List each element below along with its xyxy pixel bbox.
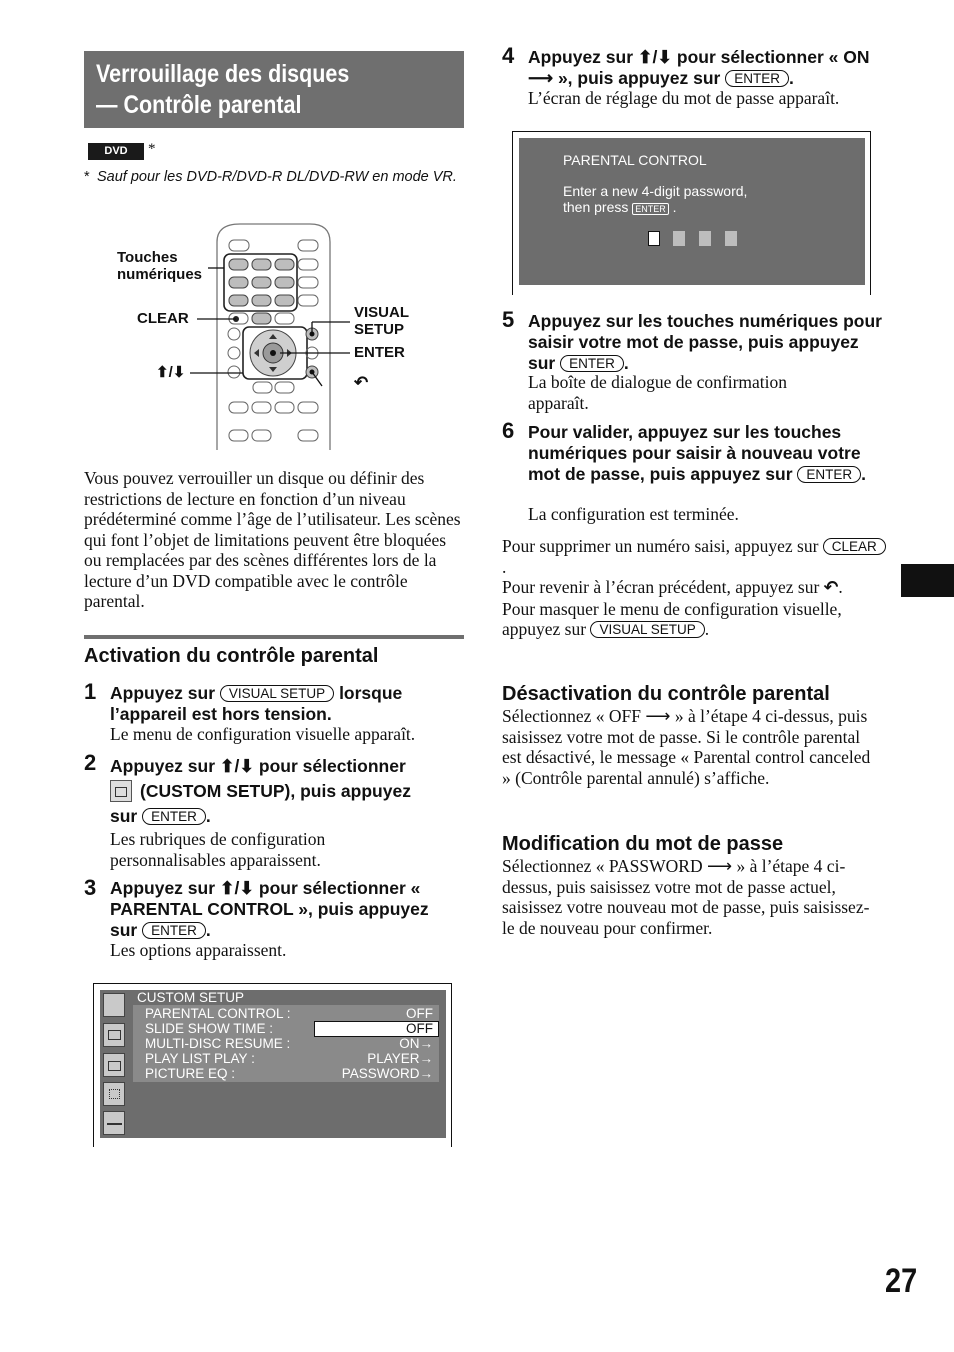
remote-illustration [110,222,440,452]
setting-value: ON→ [399,1036,433,1051]
step-4-number: 4 [502,43,515,68]
step-5-text: Appuyez sur les touches numériques pour saisir votre mot de passe, puis appuyez sur [528,311,882,373]
footnote [84,168,464,186]
step-5-result: La boîte de dialogue de confirmation apparaît. [528,372,788,413]
setting-row-picture-eq[interactable] [133,1066,439,1081]
parental-screen-press: then press [563,199,629,215]
label-visual-setup [354,304,409,338]
label-enter: ENTER [354,344,405,361]
notes-block [502,536,887,640]
step-3-result: Les options apparaissent. [110,940,287,960]
badge-asterisk: * [148,141,156,157]
step-4-end: . [789,68,794,88]
step-3-text: Appuyez sur ⬆/⬇ pour sélectionner « PARENTAL CONTROL », puis appuyez sur [110,878,429,940]
note-clear-text: Pour supprimer un numéro saisi, appuyez sur [502,536,819,556]
modification-heading: Modification du mot de passe [502,833,784,855]
custom-setup-frame [93,983,452,1147]
custom-setup-screen [100,990,446,1138]
parental-screen-end: . [672,199,677,215]
footnote-asterisk: * [84,169,90,185]
setting-row-play-list[interactable] [133,1051,439,1066]
enter-key-small: ENTER [632,203,669,215]
setting-label: PARENTAL CONTROL : [145,1006,291,1021]
label-visual-line1: VISUAL [354,304,410,321]
custom-setup-icon-column [103,993,125,1135]
step-2-end: . [205,806,211,826]
password-digit-2[interactable] [673,231,685,246]
back-symbol: ↶ [823,578,839,598]
connection-settings-icon [103,1111,125,1135]
note-visual [502,599,887,640]
enter-key-step3: ENTER [142,922,206,939]
step-1-text-a: Appuyez sur [110,683,216,703]
setting-value: OFF [406,1006,433,1021]
password-digit-4[interactable] [725,231,737,246]
dvd-badge: DVD [88,143,144,160]
label-clear: CLEAR [137,310,189,327]
label-numeric-line1: Touches [117,249,178,266]
step-2-line-b [110,779,465,804]
step-1-result: Le menu de configuration visuelle apparaît. [110,724,416,744]
step-1-text-b: lorsque l’appareil est hors tension. [110,683,403,724]
step-3-instruction [110,878,460,941]
custom-setup-selected-icon [103,1053,125,1077]
step-6-instruction [528,422,888,485]
step-3-number: 3 [84,875,97,900]
step-2-text-c: sur [110,806,138,826]
step-6-number: 6 [502,418,515,443]
step-2-text-b: (CUSTOM SETUP), puis appuyez [140,781,411,801]
display-settings-icon [103,1023,125,1047]
visual-setup-key-note: VISUAL SETUP [590,621,704,638]
intro-paragraph: Vous pouvez verrouiller un disque ou définir des restrictions de lecture en fonction d’un niveau prédéterminé comme l’âge de l’utilisateur. Les scènes qui font l’objet de limitations peuvent être bloquées ou remplacées par des scènes différentes lors de la lecture d’un DVD compatible avec le contrôle parental. [84,468,461,611]
setting-row-slide-show[interactable] [133,1021,439,1036]
custom-setup-icon [110,780,132,802]
label-visual-line2: SETUP [354,321,405,338]
parental-control-frame [512,131,871,295]
page-number: 27 [885,1262,918,1300]
deactivation-body: Sélectionnez « OFF ⟶ » à l’étape 4 ci-dessus, puis saisissez votre mot de passe. Si le contrôle parental est désactivé, le message « Parental control canceled » (Contrôle parental annulé) s’affiche. [502,706,871,788]
visual-setup-key: VISUAL SETUP [220,685,334,702]
password-digit-1[interactable] [648,231,660,246]
enter-key-step4: ENTER [725,70,789,87]
setting-value: PASSWORD→ [341,1066,433,1081]
password-digit-3[interactable] [699,231,711,246]
page-title-box [84,51,464,128]
step-6-result: La configuration est terminée. [528,504,739,524]
step-4-result: L’écran de réglage du mot de passe apparaît. [528,88,840,108]
note-clear [502,536,887,577]
note-visual-end: . [704,619,710,639]
note-back-text: Pour revenir à l’écran précédent, appuyez sur [502,577,820,597]
step-3-end: . [205,920,211,940]
step-6-end: . [861,464,867,484]
note-clear-end: . [502,556,507,577]
footnote-text: Sauf pour les DVD-R/DVD-R DL/DVD-RW en mode VR. [97,169,457,185]
parental-control-screen [519,138,865,285]
setting-label: MULTI-DISC RESUME : [145,1036,291,1051]
label-numeric-line2: numériques [117,266,203,283]
setting-label: SLIDE SHOW TIME : [145,1021,274,1036]
step-2-result: Les rubriques de configuration personnalisables apparaissent. [110,829,326,870]
note-back [502,577,887,599]
audio-settings-icon [103,993,125,1017]
note-back-end: . [838,577,843,597]
modification-body: Sélectionnez « PASSWORD ⟶ » à l’étape 4 ci-dessus, puis saisissez votre mot de passe actuel, saisissez votre nouveau mot de passe, puis saisissez-le de nouveau pour confirmer. [502,856,870,938]
step-2-instruction [110,754,465,829]
step-5-number: 5 [502,307,515,332]
enter-key-step6: ENTER [797,466,861,483]
step-1-instruction [110,683,465,725]
custom-setup-header: CUSTOM SETUP [137,990,245,1005]
step-2-line-a: Appuyez sur ⬆/⬇ pour sélectionner [110,756,406,776]
step-4-text: Appuyez sur ⬆/⬇ pour sélectionner « ON ⟶ », puis appuyez sur [528,47,870,88]
step-2-line-c [110,804,465,829]
setting-row-parental-control[interactable] [133,1006,439,1021]
step-6-text: Pour valider, appuyez sur les touches numériques pour saisir à nouveau votre mot de passe, puis appuyez sur [528,422,861,484]
source-settings-icon [103,1082,125,1106]
parental-screen-line2 [563,199,677,215]
label-numeric-keys [117,249,202,283]
step-4-instruction [528,47,888,89]
step-1-number: 1 [84,679,97,704]
parental-screen-title: PARENTAL CONTROL [563,152,707,168]
page-title-line1: Verrouillage des disques [96,60,350,88]
step-2-number: 2 [84,750,97,775]
enter-key-step5: ENTER [560,355,624,372]
enter-key-step2: ENTER [142,808,206,825]
activation-heading: Activation du contrôle parental [84,645,379,667]
deactivation-heading: Désactivation du contrôle parental [502,683,830,705]
step-5-end: . [623,353,629,373]
chapter-tab [901,564,954,597]
page-title-line2: — Contrôle parental [96,91,302,119]
parental-screen-line1: Enter a new 4-digit password, [563,183,748,199]
setting-value: PLAYER→ [367,1051,433,1066]
setting-label: PLAY LIST PLAY : [145,1051,255,1066]
clear-key: CLEAR [823,538,886,555]
label-back: ↶ [354,373,369,392]
note-visual-text: Pour masquer le menu de configuration visuelle, appuyez sur [502,598,842,639]
label-arrows: ⬆/⬇ [156,364,186,381]
step-5-instruction [528,311,888,374]
setting-label: PICTURE EQ : [145,1066,236,1081]
custom-setup-list[interactable] [133,1005,439,1082]
setting-value-selected: OFF [406,1021,433,1036]
section-divider [84,635,464,639]
setting-row-multi-disc[interactable] [133,1036,439,1051]
